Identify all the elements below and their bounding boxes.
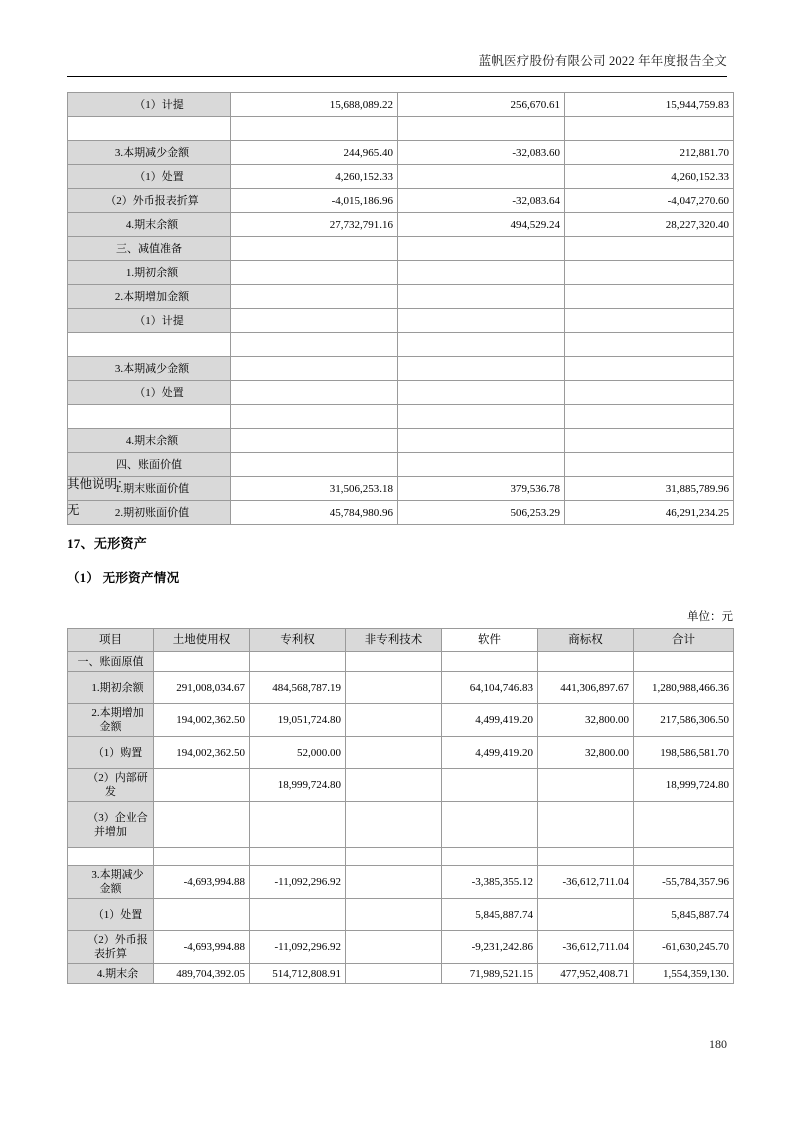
row-value-cell: 198,586,581.70 — [634, 737, 734, 769]
row-value-cell: 484,568,787.19 — [250, 672, 346, 704]
row-value-cell — [231, 285, 398, 309]
table-header-row — [68, 629, 734, 652]
row-label-cell: （1）处置 — [68, 899, 154, 931]
row-label-cell: 1.期初余额 — [68, 261, 231, 285]
row-label-cell — [68, 848, 154, 866]
row-value-cell — [538, 802, 634, 848]
row-value-cell — [250, 652, 346, 672]
intangible-assets-table-container — [67, 628, 733, 984]
table-row — [68, 769, 734, 802]
row-value-cell — [231, 381, 398, 405]
row-label-cell: 3.本期减少金额 — [68, 866, 154, 899]
row-value-cell — [398, 429, 565, 453]
row-value-cell: -32,083.64 — [398, 189, 565, 213]
row-value-cell — [398, 453, 565, 477]
table-row — [68, 213, 734, 237]
row-value-cell: 31,885,789.96 — [565, 477, 734, 501]
row-value-cell — [565, 333, 734, 357]
table-row — [68, 285, 734, 309]
row-value-cell: 494,529.24 — [398, 213, 565, 237]
row-value-cell — [154, 899, 250, 931]
row-value-cell — [565, 117, 734, 141]
row-value-cell — [250, 848, 346, 866]
row-value-cell: 212,881.70 — [565, 141, 734, 165]
row-value-cell — [398, 165, 565, 189]
row-value-cell: 379,536.78 — [398, 477, 565, 501]
row-value-cell: 28,227,320.40 — [565, 213, 734, 237]
row-value-cell: -36,612,711.04 — [538, 866, 634, 899]
row-value-cell — [398, 309, 565, 333]
section-heading-intangible-assets: 17、无形资产 — [67, 536, 148, 551]
table-row — [68, 309, 734, 333]
other-note-label: 其他说明： — [67, 477, 130, 491]
row-value-cell — [398, 285, 565, 309]
row-value-cell: -55,784,357.96 — [634, 866, 734, 899]
row-label-cell: 1.期初余额 — [68, 672, 154, 704]
row-value-cell — [231, 429, 398, 453]
table-row — [68, 261, 734, 285]
row-value-cell: 32,800.00 — [538, 704, 634, 737]
row-value-cell — [398, 357, 565, 381]
row-value-cell — [442, 652, 538, 672]
row-value-cell: 46,291,234.25 — [565, 501, 734, 525]
row-value-cell: -36,612,711.04 — [538, 931, 634, 964]
table-row — [68, 165, 734, 189]
row-value-cell: 194,002,362.50 — [154, 737, 250, 769]
table-row — [68, 381, 734, 405]
column-header-cell: 土地使用权 — [154, 629, 250, 652]
page-number: 180 — [709, 1037, 727, 1051]
row-value-cell — [565, 357, 734, 381]
row-value-cell — [398, 261, 565, 285]
row-value-cell — [634, 848, 734, 866]
row-value-cell — [398, 237, 565, 261]
table-row — [68, 899, 734, 931]
row-value-cell — [231, 453, 398, 477]
row-value-cell — [346, 866, 442, 899]
row-label-cell: 一、账面原值 — [68, 652, 154, 672]
row-value-cell — [346, 899, 442, 931]
row-value-cell — [346, 672, 442, 704]
row-label-cell: 四、账面价值 — [68, 453, 231, 477]
row-value-cell — [565, 453, 734, 477]
row-label-cell: 1.期末账面价值 — [68, 477, 231, 501]
table-row — [68, 704, 734, 737]
row-label-cell: 2.本期增加金额 — [68, 285, 231, 309]
table-row — [68, 93, 734, 117]
row-value-cell: 256,670.61 — [398, 93, 565, 117]
table-row — [68, 737, 734, 769]
row-value-cell — [154, 769, 250, 802]
row-value-cell: 18,999,724.80 — [634, 769, 734, 802]
row-label-cell: 2.期初账面价值 — [68, 501, 231, 525]
column-header-cell: 软件 — [442, 629, 538, 652]
asset-movement-table-container — [67, 92, 733, 525]
table-row — [68, 189, 734, 213]
row-value-cell: 441,306,897.67 — [538, 672, 634, 704]
row-value-cell: 4,260,152.33 — [231, 165, 398, 189]
row-value-cell — [250, 802, 346, 848]
table-row — [68, 501, 734, 525]
row-label-cell: 3.本期减少金额 — [68, 357, 231, 381]
row-value-cell: -4,693,994.88 — [154, 866, 250, 899]
row-value-cell — [346, 737, 442, 769]
row-value-cell: 71,989,521.15 — [442, 964, 538, 984]
row-value-cell — [538, 652, 634, 672]
row-value-cell: -11,092,296.92 — [250, 931, 346, 964]
row-value-cell: -32,083.60 — [398, 141, 565, 165]
row-label-cell — [68, 117, 231, 141]
header-divider-rule — [67, 76, 727, 77]
row-value-cell — [231, 261, 398, 285]
row-label-cell — [68, 405, 231, 429]
row-value-cell: 45,784,980.96 — [231, 501, 398, 525]
row-value-cell: -11,092,296.92 — [250, 866, 346, 899]
table-row — [68, 405, 734, 429]
intangible-assets-table — [67, 628, 734, 984]
row-value-cell — [398, 117, 565, 141]
table-row — [68, 931, 734, 964]
table-row — [68, 672, 734, 704]
row-value-cell — [398, 405, 565, 429]
row-label-cell: （1）计提 — [68, 309, 231, 333]
row-value-cell — [346, 802, 442, 848]
row-label-cell: 3.本期减少金额 — [68, 141, 231, 165]
table-row — [68, 848, 734, 866]
row-label-cell: （1）处置 — [68, 381, 231, 405]
row-value-cell — [634, 802, 734, 848]
row-value-cell — [398, 333, 565, 357]
table-row — [68, 141, 734, 165]
column-header-cell: 专利权 — [250, 629, 346, 652]
column-header-cell: 项目 — [68, 629, 154, 652]
table-row — [68, 964, 734, 984]
row-label-cell: 三、减值准备 — [68, 237, 231, 261]
row-value-cell — [565, 237, 734, 261]
row-value-cell — [565, 429, 734, 453]
row-value-cell: -3,385,355.12 — [442, 866, 538, 899]
row-label-cell: （2）外币报表折算 — [68, 931, 154, 964]
row-value-cell — [346, 652, 442, 672]
row-value-cell — [154, 802, 250, 848]
row-value-cell: 27,732,791.16 — [231, 213, 398, 237]
row-value-cell — [231, 405, 398, 429]
row-value-cell — [346, 931, 442, 964]
row-value-cell: 4,499,419.20 — [442, 737, 538, 769]
column-header-cell: 商标权 — [538, 629, 634, 652]
row-value-cell: -4,047,270.60 — [565, 189, 734, 213]
row-value-cell: 15,944,759.83 — [565, 93, 734, 117]
asset-movement-table — [67, 92, 734, 525]
column-header-cell: 合计 — [634, 629, 734, 652]
subsection-heading-intangible-assets-detail: （1） 无形资产情况 — [67, 571, 180, 585]
table-row — [68, 429, 734, 453]
row-value-cell — [634, 652, 734, 672]
row-value-cell: 489,704,392.05 — [154, 964, 250, 984]
row-value-cell: 477,952,408.71 — [538, 964, 634, 984]
row-value-cell: 18,999,724.80 — [250, 769, 346, 802]
table-row — [68, 453, 734, 477]
row-value-cell — [346, 848, 442, 866]
table-row — [68, 237, 734, 261]
row-value-cell: 1,554,359,130. — [634, 964, 734, 984]
row-value-cell: 514,712,808.91 — [250, 964, 346, 984]
table-row — [68, 802, 734, 848]
column-header-cell: 非专利技术 — [346, 629, 442, 652]
row-value-cell: 4,499,419.20 — [442, 704, 538, 737]
row-value-cell — [250, 899, 346, 931]
row-value-cell — [565, 381, 734, 405]
row-value-cell — [346, 769, 442, 802]
row-value-cell: 15,688,089.22 — [231, 93, 398, 117]
row-value-cell — [398, 381, 565, 405]
row-value-cell — [565, 405, 734, 429]
table-row — [68, 333, 734, 357]
row-value-cell — [538, 848, 634, 866]
row-label-cell — [68, 333, 231, 357]
row-value-cell: 64,104,746.83 — [442, 672, 538, 704]
row-value-cell: 4,260,152.33 — [565, 165, 734, 189]
row-value-cell: 1,280,988,466.36 — [634, 672, 734, 704]
row-value-cell: 32,800.00 — [538, 737, 634, 769]
unit-note: 单位：元 — [687, 611, 733, 623]
row-value-cell: 52,000.00 — [250, 737, 346, 769]
row-label-cell: （3）企业合并增加 — [68, 802, 154, 848]
row-value-cell: 217,586,306.50 — [634, 704, 734, 737]
row-label-cell: （1）处置 — [68, 165, 231, 189]
row-value-cell: 194,002,362.50 — [154, 704, 250, 737]
row-value-cell: 5,845,887.74 — [442, 899, 538, 931]
row-label-cell: （1）计提 — [68, 93, 231, 117]
row-label-cell: 4.期末余 — [68, 964, 154, 984]
row-value-cell: 291,008,034.67 — [154, 672, 250, 704]
row-value-cell: -9,231,242.86 — [442, 931, 538, 964]
table-row — [68, 117, 734, 141]
table-row — [68, 652, 734, 672]
row-value-cell: -4,693,994.88 — [154, 931, 250, 964]
row-label-cell: （2）内部研发 — [68, 769, 154, 802]
row-value-cell — [154, 652, 250, 672]
row-value-cell: 244,965.40 — [231, 141, 398, 165]
running-header: 蓝帆医疗股份有限公司 2022 年年度报告全文 — [478, 54, 727, 68]
row-value-cell — [442, 802, 538, 848]
table-row — [68, 866, 734, 899]
row-value-cell — [231, 333, 398, 357]
row-label-cell: 4.期末余额 — [68, 429, 231, 453]
row-label-cell: 4.期末余额 — [68, 213, 231, 237]
row-value-cell — [565, 285, 734, 309]
row-value-cell — [538, 899, 634, 931]
row-label-cell: （2）外币报表折算 — [68, 189, 231, 213]
row-label-cell: （1）购置 — [68, 737, 154, 769]
row-value-cell — [538, 769, 634, 802]
row-value-cell: -61,630,245.70 — [634, 931, 734, 964]
row-label-cell: 2.本期增加金额 — [68, 704, 154, 737]
row-value-cell: -4,015,186.96 — [231, 189, 398, 213]
table-row — [68, 357, 734, 381]
row-value-cell — [442, 848, 538, 866]
row-value-cell — [565, 261, 734, 285]
row-value-cell — [231, 357, 398, 381]
other-note-value: 无 — [67, 503, 80, 517]
row-value-cell — [442, 769, 538, 802]
row-value-cell: 5,845,887.74 — [634, 899, 734, 931]
row-value-cell — [231, 309, 398, 333]
row-value-cell: 19,051,724.80 — [250, 704, 346, 737]
table-row — [68, 477, 734, 501]
row-value-cell — [154, 848, 250, 866]
row-value-cell — [565, 309, 734, 333]
row-value-cell: 31,506,253.18 — [231, 477, 398, 501]
row-value-cell: 506,253.29 — [398, 501, 565, 525]
row-value-cell — [231, 237, 398, 261]
row-value-cell — [346, 964, 442, 984]
row-value-cell — [231, 117, 398, 141]
row-value-cell — [346, 704, 442, 737]
